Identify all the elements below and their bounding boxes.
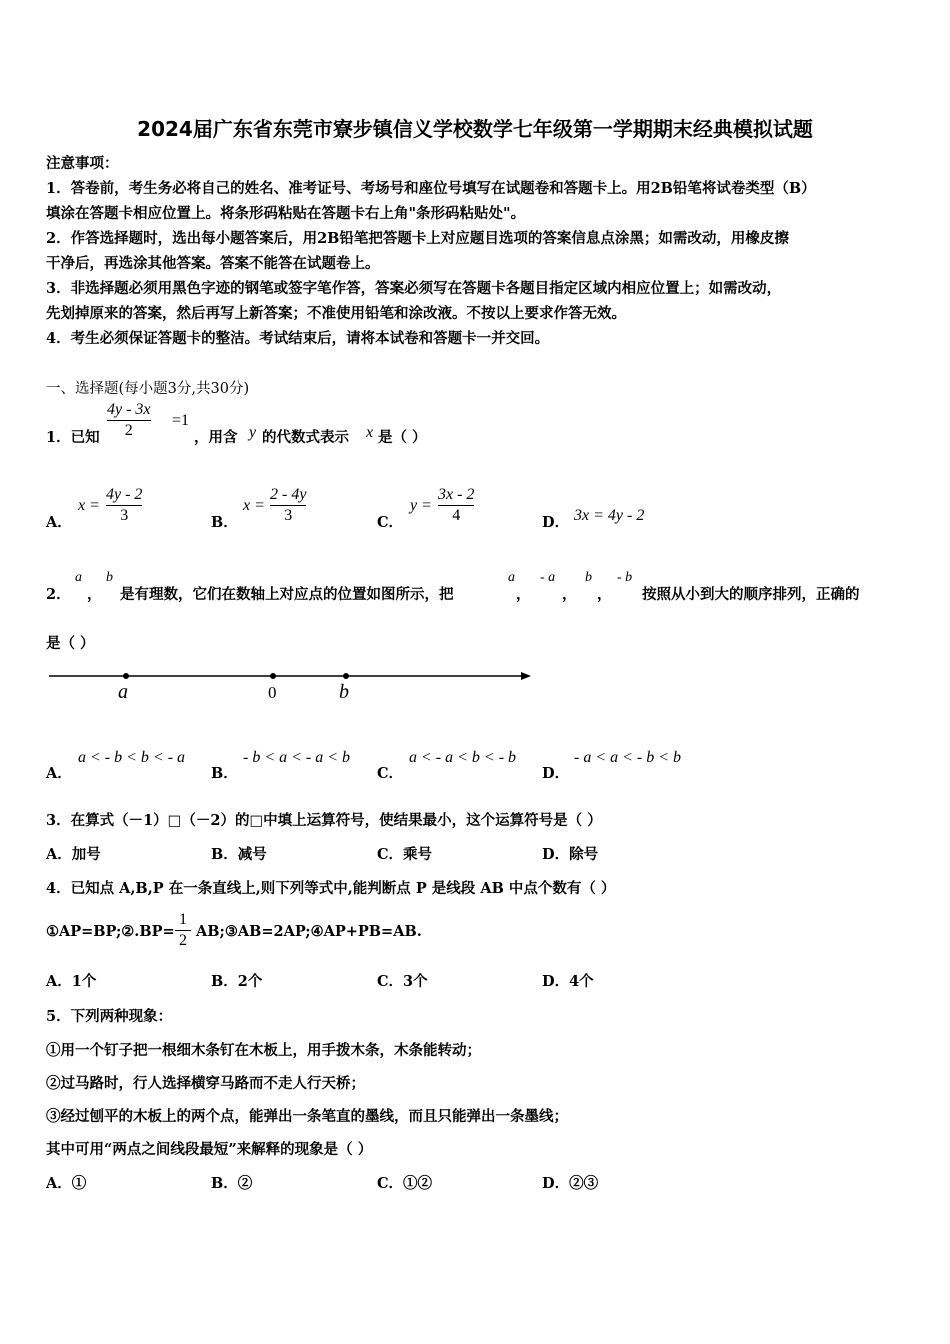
q2-term: a (508, 570, 515, 585)
q5-opt-b (211, 1172, 252, 1193)
q2-term: - a (540, 570, 556, 585)
point-b (343, 673, 349, 679)
option-label: C． (377, 765, 404, 782)
notice-line: 2．作答选择题时，选出每小题答案后，用2B铅笔把答题卡上对应题目选项的答案信息点涂黑；如需改动，用橡皮擦 (46, 230, 789, 247)
section-heading: 一、选择题(每小题3分,共30分) (46, 381, 250, 397)
q1-opt-a-lhs: x = (78, 497, 100, 514)
q5-text: 5．下列两种现象： (46, 1008, 173, 1025)
q1-opt-c-lhs: y = (410, 497, 432, 514)
frac-den: 2 (179, 932, 187, 949)
q3-opt-a (46, 843, 101, 864)
notice-line: 干净后，再选涂其他答案。答案不能答在试题卷上。 (46, 255, 380, 272)
q1-equals: =1 (172, 412, 190, 429)
q4-opt-c (377, 970, 428, 991)
q1-opt-c-frac (438, 485, 474, 526)
q4-opt-a (46, 970, 96, 991)
option-text: ① (71, 1175, 87, 1192)
q3-text: 3．在算式（－1）□（－2）的□中填上运算符号，使结果最小，这个运算符号是（ ） (46, 812, 602, 829)
option-text: 2个 (237, 973, 263, 990)
q3-opt-d (542, 843, 598, 864)
option-label: B． (211, 765, 238, 782)
notice-heading: 注意事项： (46, 155, 119, 172)
option-label: C． (377, 1175, 404, 1192)
q4-text: 4．已知点 A,B,P 在一条直线上,则下列等式中,能判断点 P 是线段 AB 中点个数有（ ） (46, 880, 616, 897)
frac-num: 4y - 2 (106, 486, 143, 503)
q2-opt-a: a < - b < b < - a (78, 749, 186, 766)
q1-var-x: x (366, 424, 374, 441)
notice-line: 填涂在答题卡相应位置上。将条形码粘贴在答题卡右上角"条形码粘贴处"。 (46, 205, 526, 222)
option-label: A． (46, 1175, 72, 1192)
frac-num: 3x - 2 (438, 486, 475, 503)
q1-suffix: 是（ ） (378, 429, 427, 446)
q1-mid: ，用含 (194, 429, 238, 446)
q4-line2b: AB;③AB=2AP;④AP+PB=AB. (196, 923, 422, 940)
q5-item: ①用一个钉子把一根细木条钉在木板上，用手拨木条，木条能转动； (46, 1042, 481, 1059)
option-label: D． (542, 973, 570, 990)
q2-comma: ， (516, 586, 531, 603)
notice-line: 3．非选择题必须用黑色字迹的钢笔或签字笔作答，答案必须写在答题卡各题目指定区域内相应位置上；如需改动， (46, 280, 782, 297)
q2-opt-c: a < - a < b < - b (409, 749, 517, 766)
point-a (123, 673, 129, 679)
option-label: D． (542, 765, 570, 782)
q5-item: ③经过刨平的木板上的两个点，能弹出一条笔直的墨线，而且只能弹出一条墨线； (46, 1108, 568, 1125)
point-zero (270, 673, 276, 679)
page-title: 2024届广东省东莞市寮步镇信义学校数学七年级第一学期期末经典模拟试题 (137, 117, 813, 141)
q5-item: ②过马路时，行人选择横穿马路而不走人行天桥； (46, 1075, 365, 1092)
axis-label-b: b (339, 681, 349, 703)
axis-label-zero: 0 (268, 683, 277, 702)
option-text: 3个 (403, 973, 428, 990)
q2-var-b: b (106, 570, 113, 585)
q4-opt-d (542, 970, 594, 991)
option-label: D． (542, 1175, 570, 1192)
q2-opt-b: - b < a < - a < b (243, 749, 351, 766)
q2-mid: 是有理数，它们在数轴上对应点的位置如图所示，把 (120, 586, 454, 603)
option-label: D． (542, 846, 570, 863)
option-label: B． (211, 973, 238, 990)
q2-term: b (585, 570, 592, 585)
notice-line: 4．考生必须保证答题卡的整洁。考试结束后，请将本试卷和答题卡一并交回。 (46, 330, 550, 347)
q3-opt-b (211, 843, 267, 864)
frac-num: 2 - 4y (270, 486, 307, 503)
option-label: C． (377, 846, 404, 863)
q2-opt-d: - a < a < - b < b (574, 749, 682, 766)
q5-question: 其中可用“两点之间线段最短”来解释的现象是（ ） (46, 1141, 373, 1158)
q2-suffix: 按照从小到大的顺序排列，正确的 (642, 586, 860, 603)
q2-term: - b (617, 570, 633, 585)
q1-frac-num: 4y - 3x (107, 401, 151, 418)
q1-opt-b-frac (270, 485, 306, 526)
q2-var-a: a (75, 570, 82, 585)
option-text: 乘号 (403, 846, 433, 863)
q1-opt-b-lhs: x = (243, 497, 265, 514)
q2-comma: ， (597, 586, 612, 603)
q2-prefix: 2． (46, 586, 71, 603)
axis-label-a: a (118, 681, 128, 703)
q4-opt-b (211, 970, 262, 991)
q1-opt-a-frac (106, 485, 142, 526)
option-label: A． (46, 514, 72, 531)
option-text: 1个 (71, 973, 97, 990)
number-line (45, 664, 540, 704)
option-label: A． (46, 973, 72, 990)
q2-comma: ， (562, 586, 577, 603)
q1-opt-d-expr: 3x = 4y - 2 (574, 507, 645, 524)
q4-fraction (175, 910, 191, 951)
q3-opt-c (377, 843, 432, 864)
option-label: B． (211, 1175, 238, 1192)
option-label: A． (46, 846, 72, 863)
frac-den: 3 (120, 507, 129, 524)
q2-line2: 是（ ） (46, 635, 95, 652)
notice-line: 先划掉原来的答案，然后再写上新答案；不准使用铅笔和涂改液。不按以上要求作答无效。 (46, 305, 626, 322)
option-label: A． (46, 765, 72, 782)
option-text: ①② (403, 1175, 433, 1192)
frac-den: 3 (284, 507, 293, 524)
option-text: ②③ (569, 1175, 599, 1192)
q1-prefix: 1．已知 (46, 429, 100, 446)
option-label: C． (377, 973, 404, 990)
option-text: 除号 (569, 846, 599, 863)
option-label: D． (542, 514, 570, 531)
option-label: B． (211, 514, 238, 531)
option-text: 4个 (569, 973, 594, 990)
q1-mid2: 的代数式表示 (262, 429, 349, 446)
frac-num: 1 (179, 911, 187, 928)
q1-frac-den: 2 (124, 422, 133, 439)
option-label: B． (211, 846, 238, 863)
q1-fraction (107, 400, 151, 441)
option-text: ② (237, 1175, 253, 1192)
frac-den: 4 (452, 507, 461, 524)
option-label: C． (377, 514, 404, 531)
q5-opt-a (46, 1172, 86, 1193)
notice-line: 1．答卷前，考生务必将自己的姓名、准考证号、考场号和座位号填写在试题卷和答题卡上。用2B铅笔将试卷类型（B） (46, 180, 816, 197)
q5-opt-c (377, 1172, 432, 1193)
q5-opt-d (542, 1172, 598, 1193)
q2-comma: ， (87, 586, 102, 603)
number-line-arrow-icon (521, 672, 531, 680)
q1-var-y: y (249, 424, 257, 441)
option-text: 减号 (237, 846, 267, 863)
option-text: 加号 (71, 846, 101, 863)
q4-line2a: ①AP=BP;②.BP= (46, 923, 175, 940)
